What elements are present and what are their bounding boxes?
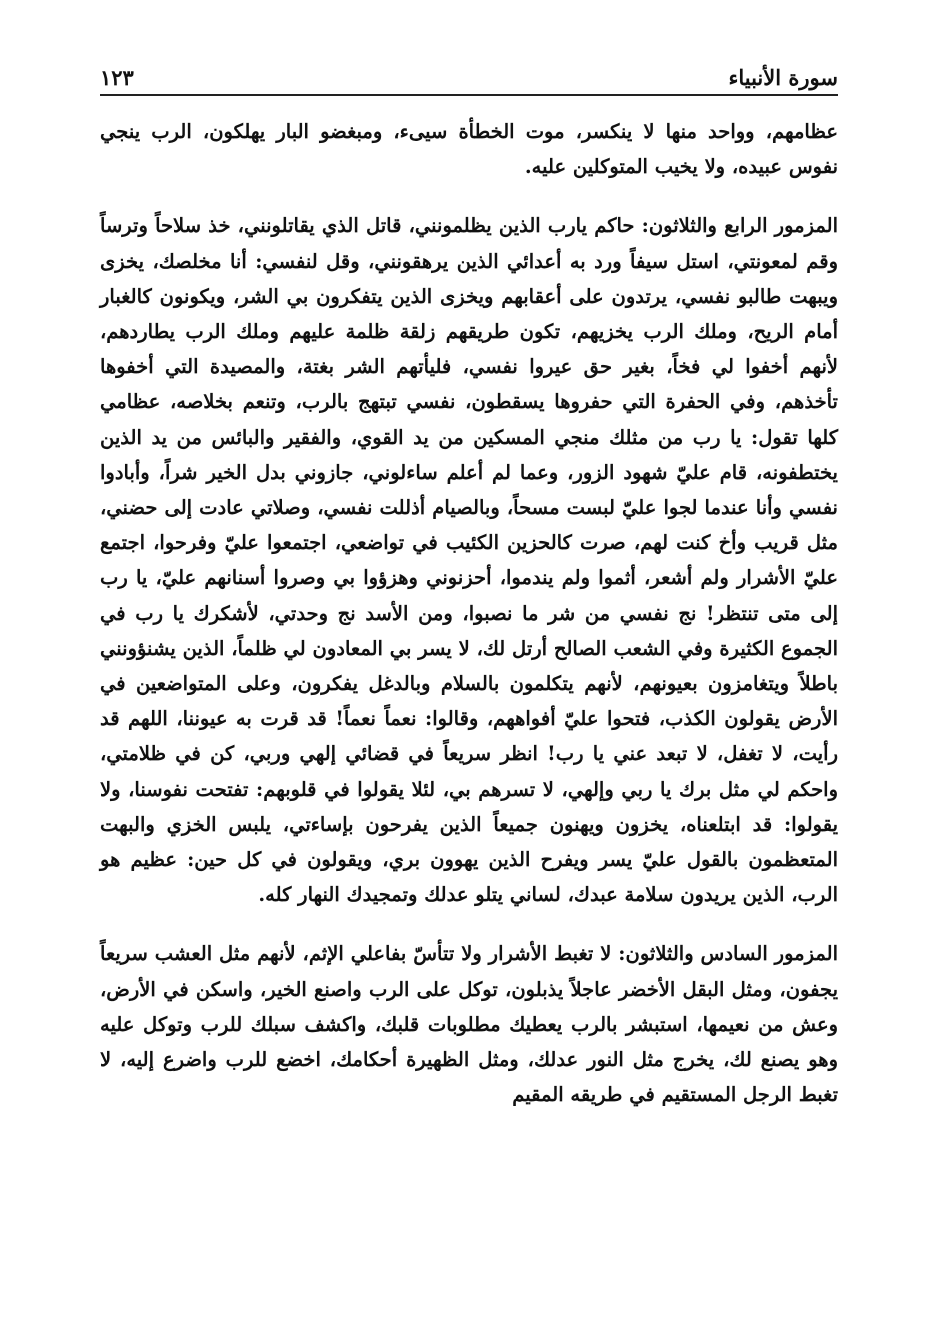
page-number: ١٢٣ xyxy=(100,65,134,90)
header-title: سورة الأنبياء xyxy=(728,65,838,90)
book-page xyxy=(100,52,838,1312)
paragraph-continuation: عظامهم، وواحد منها لا ينكسر، موت الخطأة سيىء، ومبغضو البار يهلكون، الرب ينجي نفوس عبيده، ولا يخيب المتوكلين عليه. xyxy=(100,120,838,179)
paragraph-psalm-36: المزمور السادس والثلاثون: لا تغبط الأشرار ولا تتأسّ بفاعلي الإثم، لأنهم مثل العشب سريعاً يجفون، ومثل البقل الأخضر عاجلاً يذبلون، توكل على الرب واصنع الخير، واسكن في الأرض، وعش من نعيمها، استبشر بالرب يعطيك مطلوبات قلبك، واكشف سبلك للرب وتوكل عليه وهو يصنع لك، يخرج مثل النور عدلك، ومثل الظهيرة أحكامك، اخضع للرب واضرع إليه، لا تغبط الرجل المستقيم في طريقه المقيم xyxy=(100,942,838,1107)
running-header xyxy=(100,52,838,96)
paragraph-psalm-34: المزمور الرابع والثلاثون: حاكم يارب الذين يظلمونني، قاتل الذي يقاتلونني، خذ سلاحاً وترساً وقم لمعونتي، استل سيفاً ورد به أعدائي الذين يرهقونني، وقل لنفسي: أنا مخلصك، يخزى ويبهت طالبو نفسي، يرتدون على أعقابهم ويخزى الذين يتفكرون بي الشر، ويكونون كالغبار أمام الريح، وملك الرب يخزيهم، تكون طريقهم زلقة ظلمة عليهم وملك الرب يطاردهم، لأنهم أخفوا لي فخاً، بغير حق عيروا نفسي، فليأتهم الشر بغتة، والمصيدة التي أخفوها تأخذهم، وفي الحفرة التي حفروها يسقطون، نفسي تبتهج بالرب، وتنعم بخلاصه، عظامي كلها تقول: يا رب من مثلك منجي المسكين من يد القوي، والفقير والبائس من يد الذين يختطفونه، قام عليّ شهود الزور، وعما لم أعلم ساءلوني، جازوني بدل الخير شراً، وأبادوا نفسي وأنا عندما لجوا عليّ لبست مسحاً، وبالصيام أذللت نفسي، وصلاتي عادت إلى حضني، مثل قريب وأخ كنت لهم، صرت كالحزين الكئيب في تواضعي، اجتمعوا عليّ وفرحوا، اجتمع عليّ الأشرار ولم أشعر، أثموا ولم يندموا، أحزنوني وهزؤوا بي وصروا أسنانهم عليّ، يا رب إلى متى تنتظر! نج نفسي من شر ما نصبوا، ومن الأسد نج وحدتي، لأشكرك يا رب في الجموع الكثيرة وفي الشعب الصالح أرتل لك، لا يسر بي المعادون لي ظلماً، الذين يشنؤونني باطلاً ويتغامزون بعيونهم، لأنهم يتكلمون بالسلام وبالدغل يفكرون، وعلى المتواضعين في الأرض يقولون الكذب، فتحوا عليّ أفواههم، وقالوا: نعماً نعماً! قد قرت به عيوننا، اللهم قد رأيت، لا تغفل، لا تبعد عني يا رب! انظر سريعاً في قضائي إلهي وربي، كن في ظلامتي، واحكم لي مثل برك يا ربي وإلهي، لا تسرهم بي، لئلا يقولوا في قلوبهم: تفتحت نفوسنا، ولا يقولوا: قد ابتلعناه، يخزون ويهنون جميعاً الذين يفرحون بإساءتي، يلبس الخزي والبهت المتعظمون بالقول عليّ يسر ويفرح الذين يهوون بري، ويقولون في كل حين: عظيم هو الرب، الذين يريدون سلامة عبدك، لساني يتلو عدلك وتمجيدك النهار كله. xyxy=(100,214,838,907)
body-text xyxy=(100,114,838,1112)
